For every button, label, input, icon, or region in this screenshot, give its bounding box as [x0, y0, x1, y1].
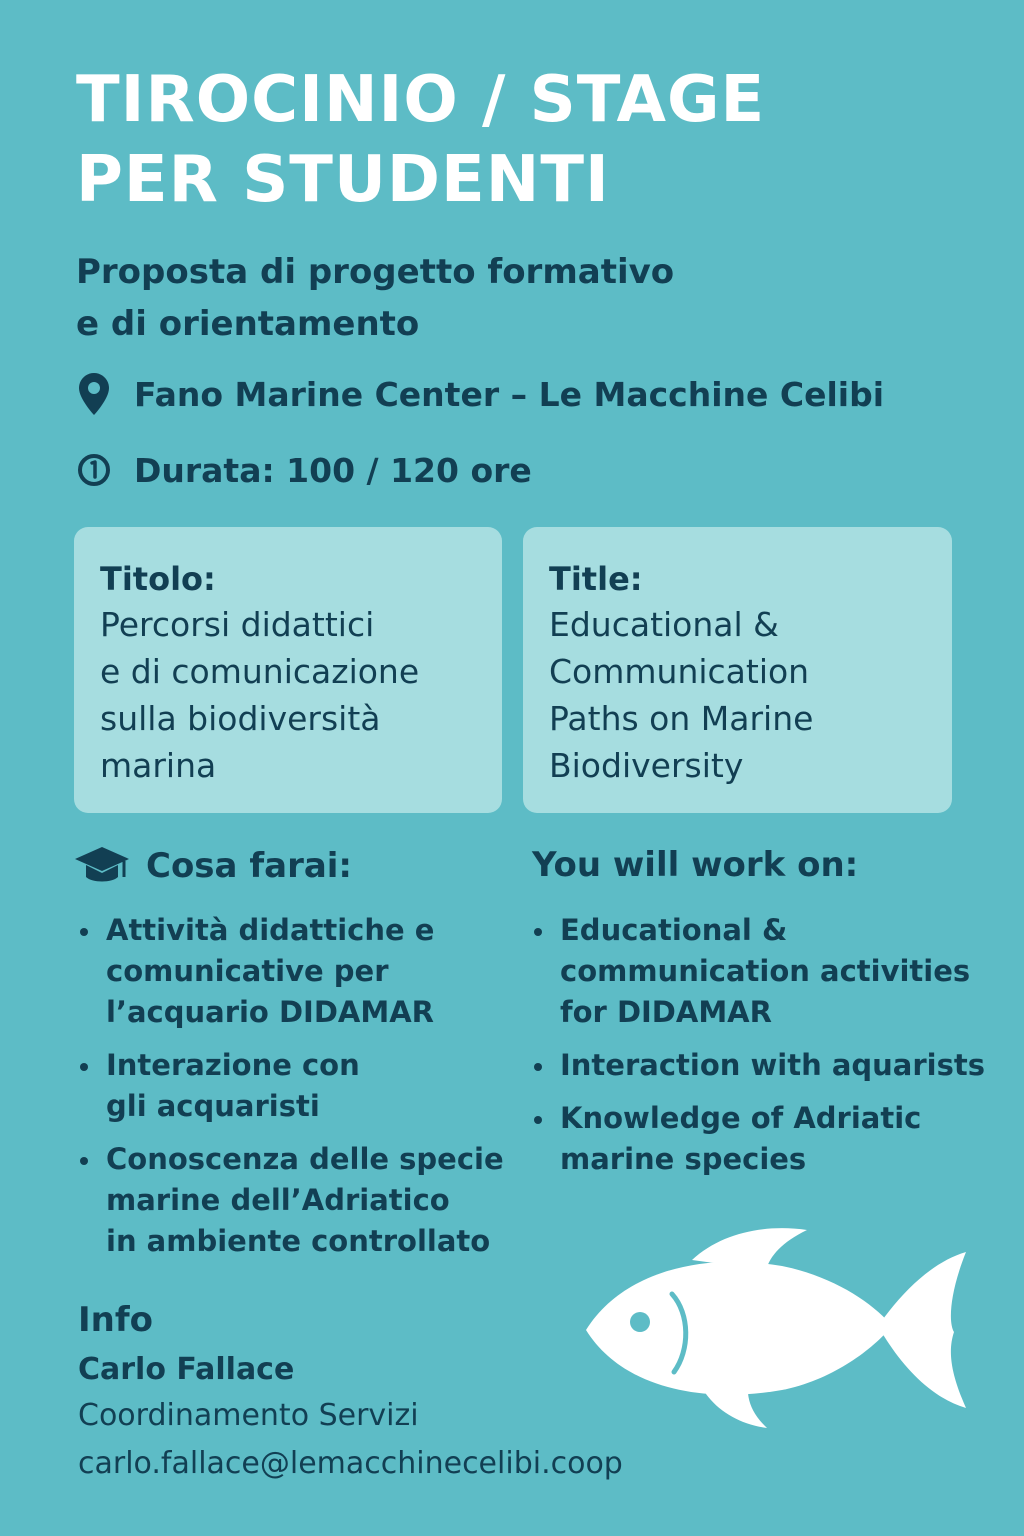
title-card-italian	[74, 527, 502, 813]
list-item-line: marine dell’Adriatico	[106, 1183, 450, 1217]
duration-text: Durata: 100 / 120 ore	[134, 450, 532, 490]
card-line: Biodiversity	[549, 746, 744, 785]
list-item-line: l’acquario DIDAMAR	[106, 995, 434, 1029]
poster-title	[76, 60, 976, 220]
subtitle-line-2: e di orientamento	[76, 304, 420, 344]
list-item-line: Conoscenza delle specie	[106, 1142, 504, 1176]
tasks-heading-text-it: Cosa farai:	[146, 846, 353, 886]
card-label-it: Titolo:	[100, 560, 216, 598]
list-item-line: Knowledge of Adriatic	[560, 1101, 922, 1135]
list-item-line: for DIDAMAR	[560, 995, 772, 1029]
tasks-list-it	[76, 910, 516, 1274]
list-item	[76, 910, 516, 1033]
fish-icon	[582, 1222, 972, 1436]
contact-block	[78, 1298, 623, 1486]
list-item-line: in ambiente controllato	[106, 1224, 491, 1258]
title-line-1: TIROCINIO / STAGE	[76, 63, 766, 137]
card-line: Communication	[549, 652, 810, 691]
card-line: Paths on Marine	[549, 699, 814, 738]
title-card-english	[523, 527, 952, 813]
contact-role: Coordinamento Servizi	[78, 1398, 419, 1433]
location-text: Fano Marine Center – Le Macchine Celibi	[134, 374, 885, 414]
list-item-line: Interaction with aquarists	[560, 1048, 986, 1082]
card-line: e di comunicazione	[100, 652, 420, 691]
graduation-cap-icon	[74, 845, 130, 887]
card-label-en: Title:	[549, 560, 643, 598]
list-item-line: Educational &	[560, 913, 788, 947]
contact-name: Carlo Fallace	[78, 1352, 295, 1387]
list-item	[530, 1098, 990, 1180]
list-item-line: marine species	[560, 1142, 807, 1176]
clock-icon	[76, 448, 112, 492]
list-item-line: Attività didattiche e	[106, 913, 435, 947]
subtitle-line-1: Proposta di progetto formativo	[76, 252, 675, 292]
duration-line	[76, 448, 532, 492]
list-item-line: Interazione con	[106, 1048, 360, 1082]
list-item	[76, 1139, 516, 1262]
contact-heading: Info	[78, 1300, 154, 1340]
card-line: marina	[100, 746, 217, 785]
card-line: Educational &	[549, 605, 779, 644]
tasks-heading-text-en: You will work on:	[532, 845, 859, 885]
map-pin-icon	[76, 372, 112, 416]
list-item	[530, 910, 990, 1033]
title-line-2: PER STUDENTI	[76, 143, 610, 217]
list-item	[76, 1045, 516, 1127]
list-item-line: communication activities	[560, 954, 971, 988]
list-item	[530, 1045, 990, 1086]
poster-subtitle	[76, 246, 876, 350]
card-line: Percorsi didattici	[100, 605, 375, 644]
tasks-list-en	[530, 910, 990, 1192]
contact-email[interactable]: carlo.fallace@lemacchinecelibi.coop	[78, 1446, 623, 1481]
list-item-line: comunicative per	[106, 954, 389, 988]
list-item-line: gli acquaristi	[106, 1089, 320, 1123]
tasks-heading-it	[74, 845, 352, 887]
location-line	[76, 372, 884, 416]
card-line: sulla biodiversità	[100, 699, 381, 738]
tasks-heading-en	[532, 845, 858, 885]
